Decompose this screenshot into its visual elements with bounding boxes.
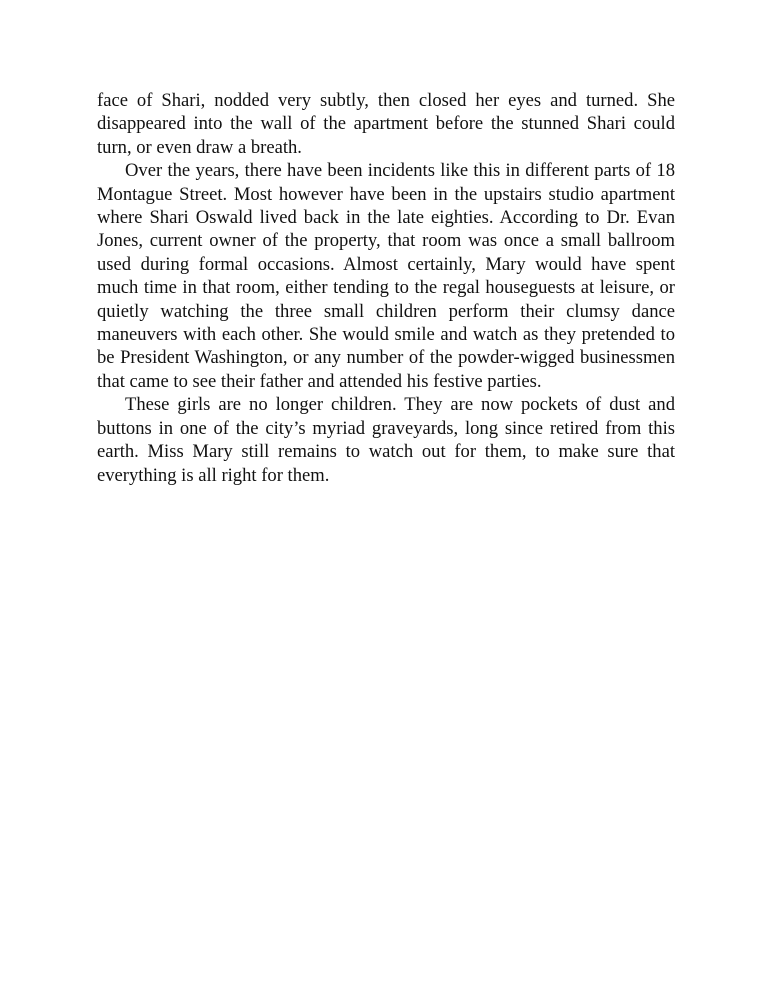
paragraph-incidents: Over the years, there have been incidents like this in different parts of 18 Montague Street. Most however have been in the upstairs studio apartment where Shari Oswald lived back in the late eighties. According to Dr. Evan Jones, current owner of the property, that room was once a small ballroom used during formal occasions. Almost certainly, Mary would have spent much time in that room, either tending to the regal houseguests at leisure, or quietly watching the three small children perform their clumsy dance maneuvers with each other. She would smile and watch as they pretended to be President Washington, or any number of the powder-wigged businessmen that came to see their father and attended his festive parties. [97, 160, 675, 392]
body-text [97, 89, 675, 487]
paragraph-continued: face of Shari, nodded very subtly, then closed her eyes and turned. She disappeared into the wall of the apartment before the stunned Shari could turn, or even draw a breath. [97, 90, 675, 158]
paragraph-girls: These girls are no longer children. They are now pockets of dust and buttons in one of the city’s myriad graveyards, long since retired from this earth. Miss Mary still remains to watch out for them, to make sure that everything is all right for them. [97, 394, 675, 486]
